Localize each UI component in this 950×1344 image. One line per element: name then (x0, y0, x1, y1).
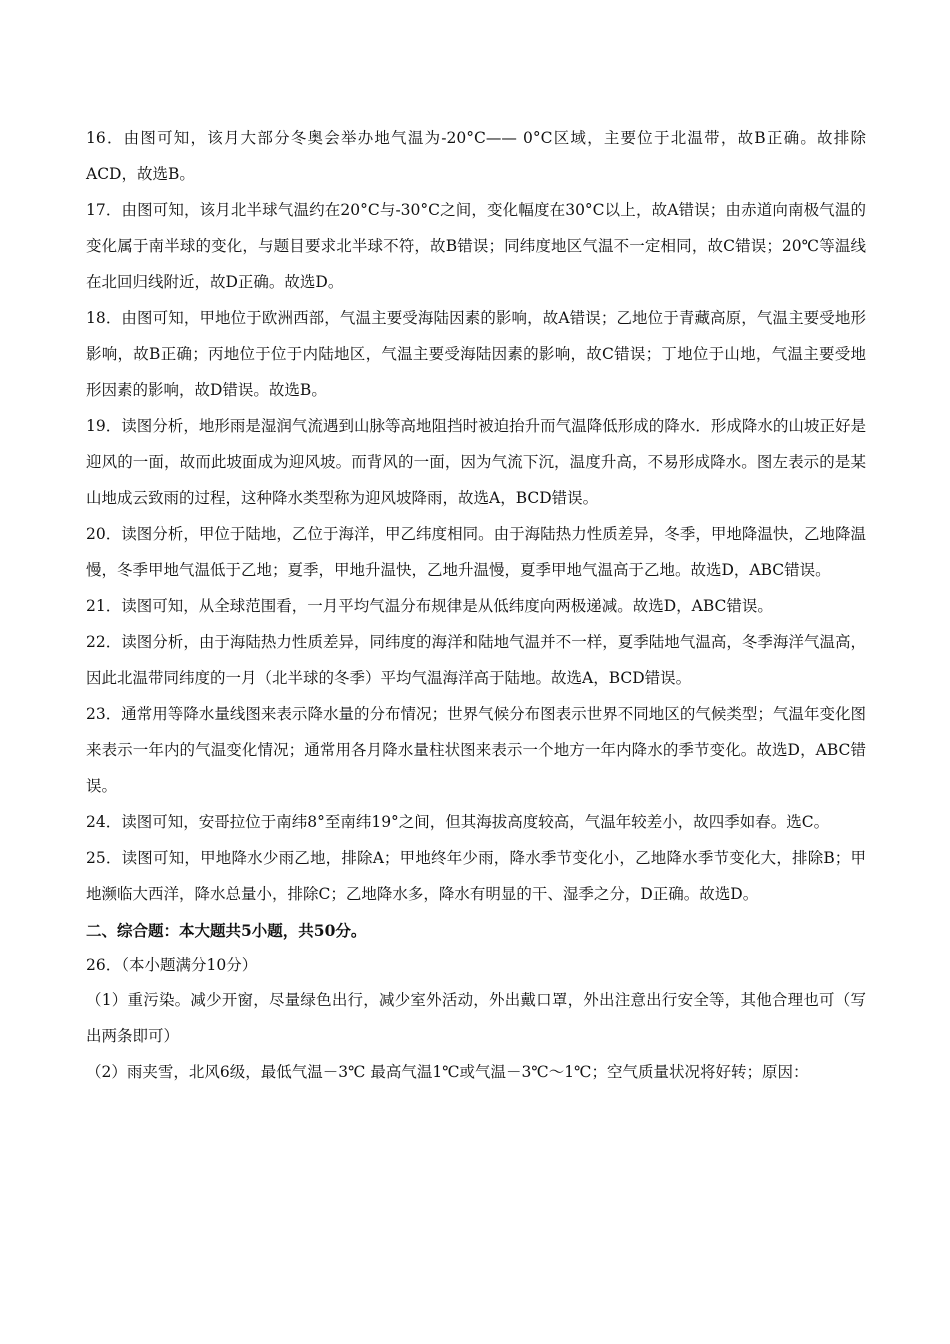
q26-part2: （2）雨夹雪，北风6级，最低气温－3℃ 最高气温1℃或气温－3℃～1℃；空气质量状况将好转；原因： (86, 1063, 809, 1081)
answer-q18: 18．由图可知，甲地位于欧洲西部，气温主要受海陆因素的影响，故A错误；乙地位于青藏高原，气温主要受地形影响，故B正确；丙地位于位于内陆地区，气温主要受海陆因素的影响，故C错误；丁地位于山地，气温主要受地形因素的影响，故D错误。故选B。 (86, 309, 866, 399)
answer-q25: 25．读图可知，甲地降水少雨乙地，排除A；甲地终年少雨，降水季节变化小，乙地降水季节变化大，排除B；甲地濒临大西洋，降水总量小，排除C；乙地降水多，降水有明显的干、湿季之分，D正确。故选D。 (86, 849, 866, 903)
answer-q22: 22．读图分析，由于海陆热力性质差异，同纬度的海洋和陆地气温并不一样，夏季陆地气温高，冬季海洋气温高，因此北温带同纬度的一月（北半球的冬季）平均气温海洋高于陆地。故选A，BCD错误。 (86, 633, 866, 687)
answer-q23: 23．通常用等降水量线图来表示降水量的分布情况；世界气候分布图表示世界不同地区的气候类型；气温年变化图来表示一年内的气温变化情况；通常用各月降水量柱状图来表示一个地方一年内降水的季节变化。故选D，ABC错误。 (86, 705, 866, 795)
answer-q19: 19．读图分析，地形雨是湿润气流遇到山脉等高地阻挡时被迫抬升而气温降低形成的降水．形成降水的山坡正好是迎风的一面，故而此坡面成为迎风坡。而背风的一面，因为气流下沉，温度升高，不易形成降水。图左表示的是某山地成云致雨的过程，这种降水类型称为迎风坡降雨，故选A，BCD错误。 (86, 417, 866, 507)
q26-part1: （1）重污染。减少开窗，尽量绿色出行，减少室外活动，外出戴口罩，外出注意出行安全等，其他合理也可（写出两条即可） (86, 991, 866, 1045)
answer-q17: 17．由图可知，该月北半球气温约在20°C与-30°C之间，变化幅度在30°C以上，故A错误；由赤道向南极气温的变化属于南半球的变化，与题目要求北半球不符，故B错误；同纬度地区气温不一定相同，故C错误；20℃等温线在北回归线附近，故D正确。故选D。 (86, 201, 866, 291)
section-heading: 二、综合题：本大题共5小题，共50分。 (86, 921, 367, 940)
answer-q20: 20．读图分析，甲位于陆地，乙位于海洋，甲乙纬度相同。由于海陆热力性质差异，冬季，甲地降温快，乙地降温慢，冬季甲地气温低于乙地；夏季，甲地升温快，乙地升温慢，夏季甲地气温高于乙地。故选D，ABC错误。 (86, 525, 866, 579)
answer-document (86, 120, 866, 1090)
q26-title: 26．（本小题满分10分） (86, 956, 258, 974)
answer-q24: 24．读图可知，安哥拉位于南纬8°至南纬19°之间，但其海拔高度较高，气温年较差小，故四季如春。选C。 (86, 813, 830, 831)
answer-q21: 21．读图可知，从全球范围看，一月平均气温分布规律是从低纬度向两极递减。故选D，ABC错误。 (86, 597, 773, 615)
answer-q16: 16．由图可知，该月大部分冬奥会举办地气温为-20°C—— 0°C区域，主要位于北温带，故B正确。故排除ACD，故选B。 (86, 129, 866, 183)
